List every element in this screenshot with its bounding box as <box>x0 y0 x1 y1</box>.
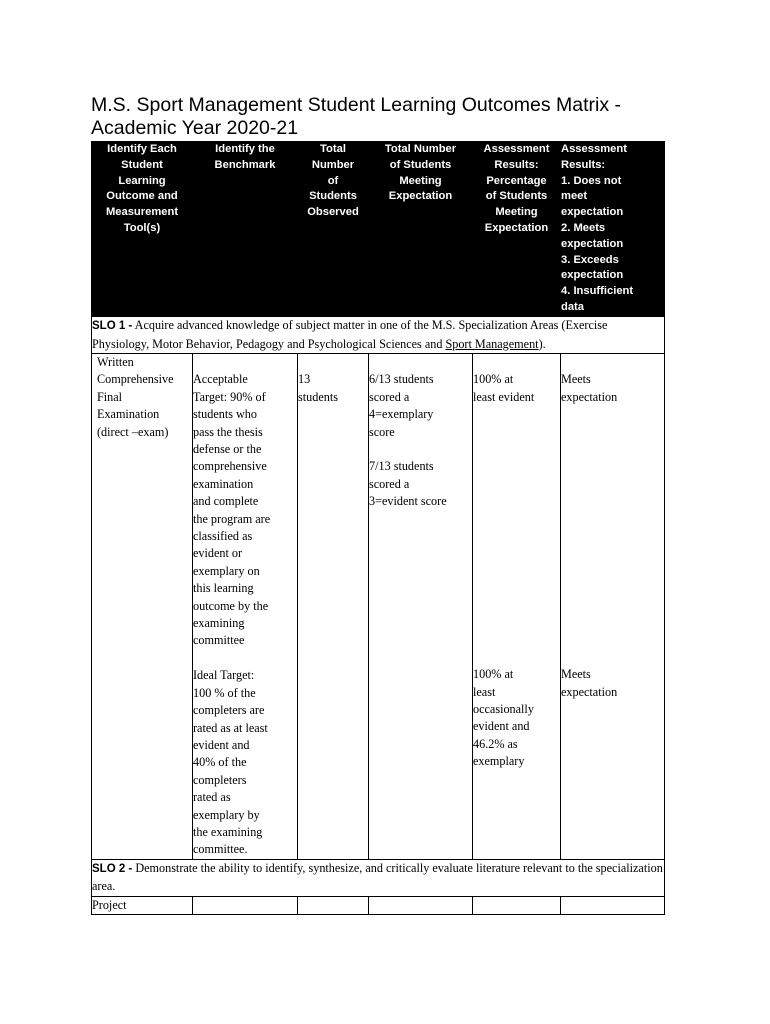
slo2-row <box>92 859 665 896</box>
observed-cell <box>298 896 369 914</box>
benchmark-cell <box>193 896 298 914</box>
result-ideal: Meets expectation <box>561 667 618 699</box>
table-header-row <box>92 142 665 317</box>
table-row <box>92 354 665 860</box>
measurement-tool-cell: Project <box>92 896 193 914</box>
percentage-cell <box>473 896 561 914</box>
header-total-meeting: Total Number of Students Meeting Expectation <box>369 142 473 317</box>
slo1-row <box>92 317 665 354</box>
measurement-tool-cell: Written Comprehensive Final Examination (direct –exam) <box>92 354 193 860</box>
meeting-exemplary: 6/13 students scored a 4=exemplary score <box>369 372 434 439</box>
slo1-text: Acquire advanced knowledge of subject matter in one of the M.S. Specialization Areas (Exercise Physiology, Motor Behavior, Pedagogy and Psychological Sciences and <box>92 318 608 351</box>
header-assessment-results: Assessment Results: 1. Does not meet expectation 2. Meets expectation 3. Exceeds expectation 4. Insufficient data <box>561 142 665 317</box>
slo2-description <box>92 859 665 896</box>
meeting-evident: 7/13 students scored a 3=evident score <box>369 459 447 509</box>
header-total-observed: Total Number of Students Observed <box>298 142 369 317</box>
benchmark-ideal: Ideal Target: 100 % of the completers are rated as at least evident and 40% of the completers rated as exemplary by the examining committee. <box>193 668 268 857</box>
slo2-label: SLO 2 - <box>92 862 133 875</box>
header-percentage-meeting: Assessment Results: Percentage of Students Meeting Expectation <box>473 142 561 317</box>
percent-ideal: 100% at least occasionally evident and 46.2% as exemplary <box>473 667 534 769</box>
slo2-text: Demonstrate the ability to identify, synthesize, and critically evaluate literature relevant to the specialization area. <box>92 860 663 894</box>
page-title: M.S. Sport Management Student Learning Outcomes Matrix - Academic Year 2020-21 <box>91 94 621 139</box>
percentage-cell <box>473 354 561 860</box>
result-cell <box>561 354 665 860</box>
meeting-cell <box>369 354 473 860</box>
percent-acceptable: 100% at least evident <box>473 372 535 404</box>
table-row <box>92 896 665 914</box>
slo1-description <box>92 317 665 354</box>
benchmark-cell <box>193 354 298 860</box>
observed-cell: 13 students <box>298 354 369 860</box>
benchmark-acceptable: Acceptable Target: 90% of students who pass the thesis defense or the comprehensive examination and complete the program are classified as evident or exemplary on this learning outcome by the examining committee <box>193 372 271 648</box>
header-outcome-tool: Identify Each Student Learning Outcome and Measurement Tool(s) <box>92 142 193 317</box>
slo1-text-end: ). <box>538 336 546 351</box>
meeting-cell <box>369 896 473 914</box>
result-acceptable: Meets expectation <box>561 372 618 404</box>
header-benchmark: Identify the Benchmark <box>193 142 298 317</box>
slo1-sport-management: Sport Management <box>445 336 539 351</box>
slo1-label: SLO 1 - <box>92 320 133 332</box>
result-cell <box>561 896 665 914</box>
slo-matrix-table <box>91 141 665 915</box>
